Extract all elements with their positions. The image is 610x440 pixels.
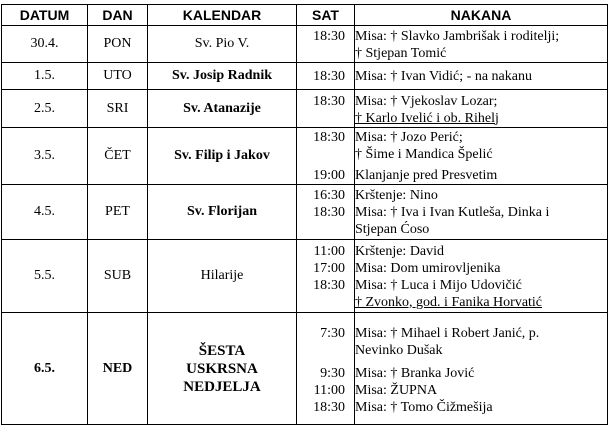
intention-line: † Stjepan Tomić xyxy=(355,46,447,61)
intention-line: Misa: † Vjekoslav Lozar; xyxy=(355,93,498,109)
intention-line: Misa: † Tomo Čižmešija xyxy=(355,399,493,415)
time-line xyxy=(297,146,354,163)
kalendar-line: Sv. Josip Radnik xyxy=(172,68,272,83)
cell-datum: 2.5. xyxy=(2,90,88,128)
cell-datum: 30.4. xyxy=(2,26,88,63)
cell-dan: SRI xyxy=(88,90,148,128)
cell-sat xyxy=(297,63,355,90)
cell-datum: 5.5. xyxy=(2,240,88,313)
time-line xyxy=(297,110,354,127)
intention-line: Krštenje: David xyxy=(355,243,445,259)
cell-sat xyxy=(297,128,355,185)
cell-datum: 1.5. xyxy=(2,63,88,90)
time-line: 18:30 xyxy=(313,69,345,84)
cell-sat xyxy=(297,26,355,63)
intention-line: † Karlo Ivelić i ob. Rihelj xyxy=(355,110,499,126)
cell-sat xyxy=(297,240,355,313)
intention-line: Misa: † Iva i Ivan Kutleša, Dinka i xyxy=(355,205,550,220)
header-kalendar: KALENDAR xyxy=(148,5,297,26)
time-line: 18:30 xyxy=(313,29,345,44)
intention-line: Krštenje: Nino xyxy=(355,188,438,203)
schedule-row xyxy=(2,26,608,63)
cell-kalendar xyxy=(148,313,297,425)
kalendar-line: Hilarije xyxy=(200,268,244,283)
intention-line: Misa: † Branka Jović xyxy=(355,365,475,381)
time-line: 9:30 xyxy=(320,365,345,381)
header-row xyxy=(2,5,608,26)
time-line: 11:00 xyxy=(313,382,345,398)
intention-line: Misa: Dom umirovljenika xyxy=(355,260,501,276)
kalendar-line: Sv. Atanazije xyxy=(183,100,261,116)
cell-kalendar xyxy=(148,128,297,185)
cell-dan: ČET xyxy=(88,128,148,185)
cell-sat xyxy=(297,90,355,128)
schedule-row xyxy=(2,90,608,128)
cell-dan: NED xyxy=(88,313,148,425)
cell-kalendar xyxy=(148,26,297,63)
cell-kalendar xyxy=(148,90,297,128)
cell-kalendar xyxy=(148,185,297,240)
header-nakana: NAKANA xyxy=(355,5,608,26)
intention-line: Stjepan Ćoso xyxy=(355,222,430,237)
time-line xyxy=(297,294,354,311)
time-line: 11:00 xyxy=(313,243,345,259)
intention-line: Misa: † Slavko Jambrišak i roditelji; xyxy=(355,29,560,44)
header-sat: SAT xyxy=(297,5,355,26)
kalendar-line: USKRSNA xyxy=(186,360,258,377)
cell-nakana xyxy=(355,240,608,313)
kalendar-line: Sv. Pio V. xyxy=(194,36,250,51)
intention-line: † Šime i Mandica Špelić xyxy=(355,147,493,162)
intention-line: Misa: † Ivan Vidić; - na nakanu xyxy=(355,69,532,84)
time-line: 18:30 xyxy=(313,93,345,109)
header-datum: DATUM xyxy=(2,5,88,26)
mass-schedule-table xyxy=(1,4,608,425)
cell-nakana xyxy=(355,90,608,128)
schedule-row xyxy=(2,185,608,240)
cell-sat xyxy=(297,313,355,425)
cell-nakana xyxy=(355,185,608,240)
intention-line: Misa: † Jozo Perić; xyxy=(355,130,463,145)
cell-sat xyxy=(297,185,355,240)
schedule-row xyxy=(2,63,608,90)
cell-dan: UTO xyxy=(88,63,148,90)
cell-datum: 4.5. xyxy=(2,185,88,240)
cell-dan: PON xyxy=(88,26,148,63)
time-line: 18:30 xyxy=(313,130,345,145)
time-line: 7:30 xyxy=(320,325,345,341)
kalendar-line: Sv. Filip i Jakov xyxy=(174,148,270,163)
cell-datum: 3.5. xyxy=(2,128,88,185)
time-line: 18:30 xyxy=(313,277,345,293)
cell-kalendar xyxy=(148,63,297,90)
kalendar-line: NEDJELJA xyxy=(183,378,261,395)
time-line xyxy=(297,45,354,62)
cell-nakana xyxy=(355,313,608,425)
schedule-body xyxy=(2,26,608,425)
cell-nakana xyxy=(355,63,608,90)
kalendar-line: ŠESTA xyxy=(198,342,246,359)
time-line: 18:30 xyxy=(313,399,345,415)
intention-line: Klanjanje pred Presvetim xyxy=(355,168,498,183)
intention-line: Misa: † Mihael i Robert Janić, p. xyxy=(355,325,540,341)
intention-line: Misa: † Luca i Mijo Udovičić xyxy=(355,277,522,293)
schedule-row xyxy=(2,313,608,425)
time-line xyxy=(297,342,354,359)
intention-line: Nevinko Dušak xyxy=(355,342,443,358)
schedule-row xyxy=(2,128,608,185)
kalendar-line: Sv. Florijan xyxy=(186,204,257,219)
intention-line: Misa: ŽUPNA xyxy=(355,382,438,398)
cell-dan: SUB xyxy=(88,240,148,313)
header-dan: DAN xyxy=(88,5,148,26)
schedule-row xyxy=(2,240,608,313)
intention-line: † Zvonko, god. i Fanika Horvatić xyxy=(355,294,543,310)
cell-nakana xyxy=(355,128,608,185)
time-line: 19:00 xyxy=(313,168,345,183)
time-line xyxy=(297,221,354,238)
cell-kalendar xyxy=(148,240,297,313)
cell-dan: PET xyxy=(88,185,148,240)
time-line: 16:30 xyxy=(313,188,345,203)
cell-nakana xyxy=(355,26,608,63)
time-line: 18:30 xyxy=(313,205,345,220)
cell-datum: 6.5. xyxy=(2,313,88,425)
time-line: 17:00 xyxy=(313,260,345,276)
